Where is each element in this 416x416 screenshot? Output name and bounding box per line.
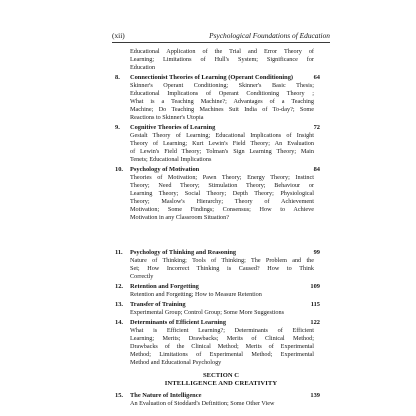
entry-title: The Nature of Intelligence [130, 392, 202, 399]
entry-page-number: 109 [310, 283, 320, 290]
entry-number: 12. [115, 283, 123, 290]
running-title: Psychological Foundations of Education [209, 31, 330, 40]
page-header [112, 30, 330, 41]
entry-title: Transfer of Training [130, 301, 186, 308]
toc-line: Correctly [130, 273, 154, 280]
toc-line: Learning; Merits; Drawbacks; Merits of Clinical Method; [130, 335, 314, 342]
entry-page-number: 139 [310, 392, 320, 399]
toc-line: Method; Limitations of Experimental Method; Experimental [130, 351, 314, 358]
entry-number: 15. [115, 392, 123, 399]
toc-line: Educational Implications of Operant Conditioning Theory ; [130, 90, 314, 97]
entry-title: Cognitive Theories of Learning [130, 124, 216, 131]
toc-line: Nature of Thinking; Tools of Thinking; The Problem and the [130, 257, 314, 264]
toc-line: Gestalt Theory of Learning; Educational Implications of Insight [130, 132, 314, 139]
section-title: SECTION C [202, 372, 240, 379]
entry-page-number: 115 [310, 301, 320, 308]
entry-title: Psychology of Thinking and Reasoning [130, 249, 237, 256]
toc-line: Skinner's Operant Conditioning; Skinner's Basic Thesis; [130, 82, 314, 89]
entry-number: 8. [115, 74, 120, 81]
toc-line: Method and Educational Psychology [130, 359, 222, 366]
entry-title: Psychology of Motivation [130, 166, 200, 173]
toc-line: Machine; Do Teaching Machines Suit India of To-day?; Some [130, 106, 314, 113]
toc-line: Learning Theory; Social Theory; Depth Theory; Physiological [130, 190, 314, 197]
page-number: (xii) [112, 31, 125, 40]
entry-number: 9. [115, 124, 120, 131]
toc-line: What is a Teaching Machine?; Advantages of a Teaching [130, 98, 314, 105]
toc-line: Motivation in any Classroom Situation? [130, 214, 229, 221]
toc-line: Theory; Maslow's Hierarchy; Theory of Achievement [130, 198, 314, 205]
toc-line: Tenets; Educational Implications [130, 156, 212, 163]
toc-line: Learning; Limitations of Hull's System; Significance for [130, 56, 314, 63]
entry-number: 13. [115, 301, 123, 308]
toc-line: Motivation; Some Findings; Consensus; How to Achieve [130, 206, 314, 213]
toc-line: of Lewin's Field Theory; Tolman's Sign Learning Theory; Main [130, 148, 314, 155]
entry-number: 10. [115, 166, 123, 173]
toc-line: Theory of Learning; Kurt Lewin's Field Theory; An Evaluation [130, 140, 314, 147]
entry-page-number: 72 [313, 124, 320, 131]
entry-title: Connectionist Theories of Learning (Operant Conditioning) [130, 74, 294, 81]
toc-line: Retention and Forgetting; How to Measure Retention [130, 291, 262, 298]
toc-line: What is Efficient Learning?; Determinants of Efficient [130, 327, 314, 334]
entry-title: Determinants of Efficient Learning [130, 319, 227, 326]
toc-line: Set; How Incorrect Thinking is Caused? How to Think [130, 265, 314, 272]
toc-line: Education [130, 64, 156, 71]
entry-title: Retention and Forgetting [130, 283, 199, 290]
entry-number: 11. [115, 249, 123, 256]
header-rule [112, 42, 330, 43]
toc-line: Theories of Motivation; Pawn Theory; Energy Theory; Instinct [130, 174, 314, 181]
entry-page-number: 122 [310, 319, 320, 326]
toc-line: Educational Application of the Trial and Error Theory of [130, 48, 314, 55]
toc-line: Theory; Need Theory; Stimulation Theory; Behaviour or [130, 182, 314, 189]
entry-page-number: 64 [313, 74, 320, 81]
entry-number: 14. [115, 319, 123, 326]
entry-page-number: 99 [313, 249, 320, 256]
toc-line: Drawbacks of the Clinical Method; Merits of Experimental [130, 343, 314, 350]
toc-line: Reactions to Skinner's Utopia [130, 114, 204, 121]
toc-line: An Evaluation of Stoddard's Definition; Some Other View [130, 400, 275, 407]
toc-line: Experimental Group; Control Group; Some More Suggestions [130, 309, 284, 316]
section-subtitle: INTELLIGENCE AND CREATIVITY [164, 380, 278, 387]
entry-page-number: 84 [313, 166, 320, 173]
